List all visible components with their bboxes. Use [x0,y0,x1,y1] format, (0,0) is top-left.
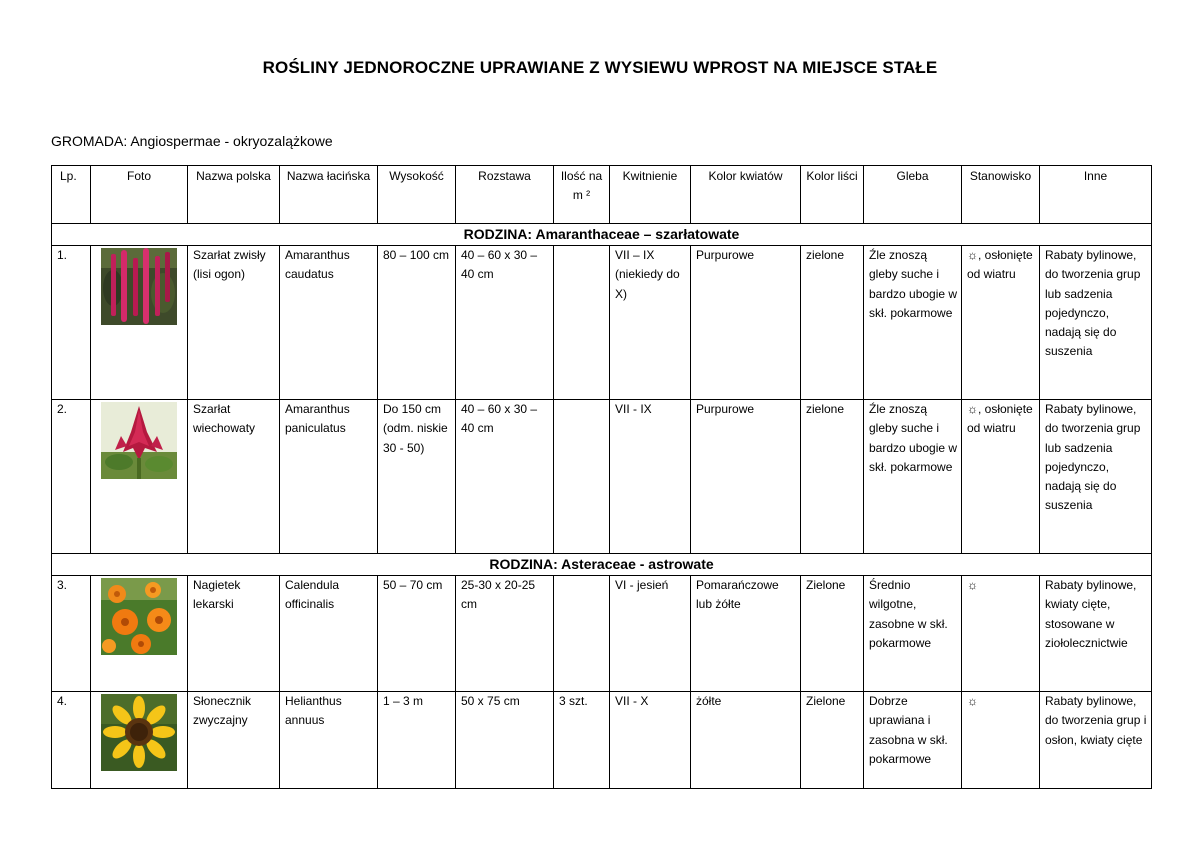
cell-nazwa-lacinska: Calendula officinalis [280,576,378,692]
calendula-officinalis-image [101,578,177,655]
cell-wysokosc: Do 150 cm (odm. niskie 30 - 50) [378,400,456,554]
header-foto: Foto [91,166,188,224]
amaranthus-caudatus-photo [91,246,188,400]
cell-wysokosc: 1 – 3 m [378,692,456,789]
cell-gleba: Dobrze uprawiana i zasobna w skł. pokarmowe [864,692,962,789]
family-label: RODZINA: Amaranthaceae – szarłatowate [52,224,1152,246]
cell-stanowisko: ☼, osłonięte od wiatru [962,400,1040,554]
cell-lp: 3. [52,576,91,692]
cell-lp: 4. [52,692,91,789]
cell-nazwa-polska: Szarłat zwisły (lisi ogon) [188,246,280,400]
header-rozstawa: Rozstawa [456,166,554,224]
table-row [52,246,1152,400]
page-title: ROŚLINY JEDNOROCZNE UPRAWIANE Z WYSIEWU WPROST NA MIEJSCE STAŁE [262,58,938,77]
cell-stanowisko: ☼ [962,692,1040,789]
header-kolor-kwiatow: Kolor kwiatów [691,166,801,224]
cell-ilosc [554,400,610,554]
cell-nazwa-polska: Słonecznik zwyczajny [188,692,280,789]
amaranthus-caudatus-image [101,248,177,325]
cell-kolor-lisci: zielone [801,246,864,400]
cell-rozstawa: 50 x 75 cm [456,692,554,789]
cell-nazwa-polska: Nagietek lekarski [188,576,280,692]
cell-rozstawa: 40 – 60 x 30 – 40 cm [456,246,554,400]
calendula-officinalis-photo [91,576,188,692]
cell-kolor-lisci: Zielone [801,576,864,692]
cell-ilosc: 3 szt. [554,692,610,789]
cell-rozstawa: 25-30 x 20-25 cm [456,576,554,692]
cell-gleba: Źle znoszą gleby suche i bardzo ubogie w skł. pokarmowe [864,400,962,554]
cell-kolor-lisci: Zielone [801,692,864,789]
header-gleba: Gleba [864,166,962,224]
header-inne: Inne [1040,166,1152,224]
helianthus-annuus-image [101,694,177,771]
helianthus-annuus-photo [91,692,188,789]
gromada-label: GROMADA: Angiospermae - okryozalążkowe [51,133,333,149]
table-row [52,400,1152,554]
cell-kwitnienie: VI - jesień [610,576,691,692]
family-row [52,554,1152,576]
header-stanowisko: Stanowisko [962,166,1040,224]
cell-kwitnienie: VII – IX (niekiedy do X) [610,246,691,400]
cell-nazwa-lacinska: Amaranthus paniculatus [280,400,378,554]
cell-nazwa-lacinska: Helianthus annuus [280,692,378,789]
cell-nazwa-polska: Szarłat wiechowaty [188,400,280,554]
cell-stanowisko: ☼, osłonięte od wiatru [962,246,1040,400]
table-header-row [52,166,1152,224]
cell-kolor-kwiatow: Purpurowe [691,400,801,554]
cell-gleba: Źle znoszą gleby suche i bardzo ubogie w skł. pokarmowe [864,246,962,400]
cell-kwitnienie: VII - X [610,692,691,789]
cell-inne: Rabaty bylinowe, do tworzenia grup i osłon, kwiaty cięte [1040,692,1152,789]
cell-kolor-kwiatow: żółte [691,692,801,789]
amaranthus-paniculatus-photo [91,400,188,554]
cell-rozstawa: 40 – 60 x 30 – 40 cm [456,400,554,554]
cell-wysokosc: 50 – 70 cm [378,576,456,692]
header-kwitnienie: Kwitnienie [610,166,691,224]
cell-inne: Rabaty bylinowe, do tworzenia grup lub sadzenia pojedynczo, nadają się do suszenia [1040,246,1152,400]
header-kolor-lisci: Kolor liści [801,166,864,224]
cell-kolor-kwiatow: Purpurowe [691,246,801,400]
cell-gleba: Średnio wilgotne, zasobne w skł. pokarmowe [864,576,962,692]
cell-kolor-lisci: zielone [801,400,864,554]
table-row [52,576,1152,692]
cell-nazwa-lacinska: Amaranthus caudatus [280,246,378,400]
cell-lp: 1. [52,246,91,400]
cell-stanowisko: ☼ [962,576,1040,692]
header-ilosc: Ilość na m ² [554,166,610,224]
family-row [52,224,1152,246]
header-nazwa-lacinska: Nazwa łacińska [280,166,378,224]
header-wysokosc: Wysokość [378,166,456,224]
amaranthus-paniculatus-image [101,402,177,479]
header-nazwa-polska: Nazwa polska [188,166,280,224]
family-label: RODZINA: Asteraceae - astrowate [52,554,1152,576]
cell-ilosc [554,246,610,400]
cell-kolor-kwiatow: Pomarańczowe lub żółte [691,576,801,692]
table-row [52,692,1152,789]
cell-inne: Rabaty bylinowe, do tworzenia grup lub sadzenia pojedynczo, nadają się do suszenia [1040,400,1152,554]
plants-table [51,165,1152,789]
cell-kwitnienie: VII - IX [610,400,691,554]
cell-lp: 2. [52,400,91,554]
header-lp: Lp. [52,166,91,224]
cell-inne: Rabaty bylinowe, kwiaty cięte, stosowane w ziołolecznictwie [1040,576,1152,692]
cell-wysokosc: 80 – 100 cm [378,246,456,400]
cell-ilosc [554,576,610,692]
